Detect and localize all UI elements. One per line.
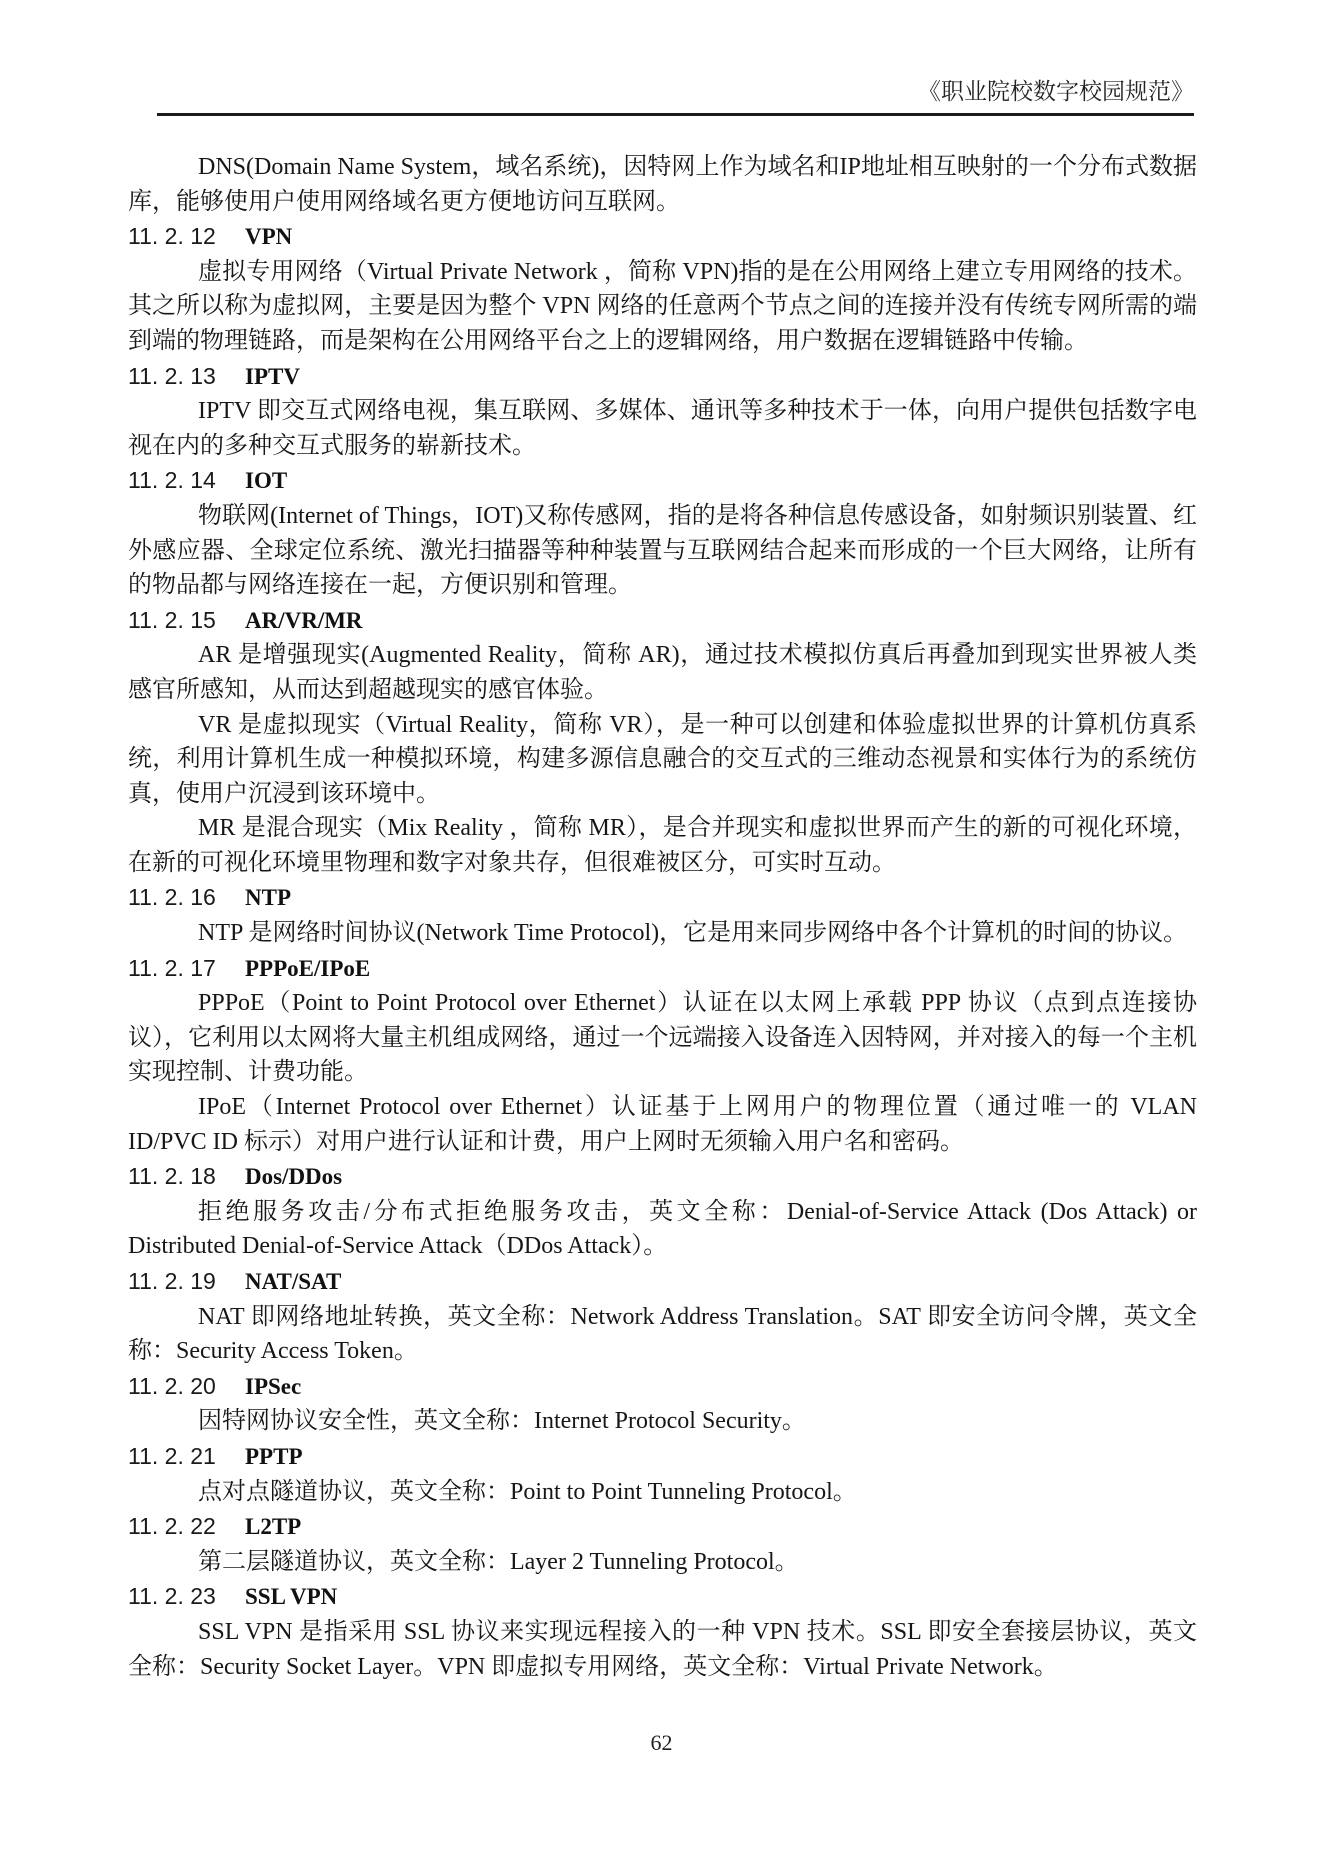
section-title: AR/VR/MR xyxy=(245,607,363,633)
section xyxy=(128,1509,1197,1579)
section xyxy=(128,219,1197,358)
section-number: 11. 2. 14 xyxy=(128,467,216,494)
paragraph: IPoE（Internet Protocol over Ethernet）认证基于上网用户的物理位置（通过唯一的 VLAN ID/PVC ID 标示）对用户进行认证和计费，用户上网时无须输入用户名和密码。 xyxy=(128,1094,1197,1155)
section xyxy=(128,951,1197,1160)
section-heading xyxy=(128,1159,1197,1195)
paragraph: 点对点隧道协议，英文全称：Point to Point Tunneling Protocol。 xyxy=(198,1478,857,1505)
section-title: SSL VPN xyxy=(245,1584,338,1610)
section xyxy=(128,1369,1197,1439)
section-title: PPPoE/IPoE xyxy=(245,955,371,981)
document-body xyxy=(128,150,1197,1684)
section-heading xyxy=(128,880,1197,916)
page-footer xyxy=(0,1730,1323,1756)
section-number: 11. 2. 20 xyxy=(128,1372,216,1399)
section-number: 11. 2. 19 xyxy=(128,1268,216,1294)
paragraph: DNS(Domain Name System，域名系统)，因特网上作为域名和IP地址相互映射的一个分布式数据库，能够使用户使用网络域名更方便地访问互联网。 xyxy=(128,154,1197,215)
section xyxy=(128,1579,1197,1684)
section-number: 11. 2. 17 xyxy=(128,954,216,981)
section xyxy=(128,603,1197,881)
section-heading xyxy=(128,463,1197,499)
section-heading xyxy=(128,1439,1197,1475)
section xyxy=(128,463,1197,602)
section-title: IOT xyxy=(245,468,288,494)
section-heading xyxy=(128,1509,1197,1545)
section xyxy=(128,1159,1197,1264)
page-header xyxy=(157,76,1194,116)
paragraph: IPTV 即交互式网络电视，集互联网、多媒体、通讯等多种技术于一体，向用户提供包括数字电视在内的多种交互式服务的崭新技术。 xyxy=(128,398,1197,459)
section-title: L2TP xyxy=(245,1514,302,1540)
paragraph: PPPoE（Point to Point Protocol over Ethernet）认证在以太网上承载 PPP 协议（点到点连接协议），它利用以太网将大量主机组成网络，通过一个远端接入设备连入因特网，并对接入的每一个主机实现控制、计费功能。 xyxy=(128,990,1197,1086)
paragraph: NAT 即网络地址转换，英文全称：Network Address Translation。SAT 即安全访问令牌，英文全称：Security Access Token。 xyxy=(128,1303,1197,1365)
paragraph: 虚拟专用网络（Virtual Private Network ，简称 VPN)指的是在公用网络上建立专用网络的技术。其之所以称为虚拟网，主要是因为整个 VPN 网络的任意两个节点之间的连接并没有传统专网所需的端到端的物理链路，而是架构在公用网络平台之上的逻辑网络，用户数据在逻辑链路中传输。 xyxy=(128,258,1197,354)
section xyxy=(128,359,1197,464)
section-number: 11. 2. 18 xyxy=(128,1163,216,1190)
paragraph: AR 是增强现实(Augmented Reality，简称 AR)，通过技术模拟仿真后再叠加到现实世界被人类感官所感知，从而达到超越现实的感官体验。 xyxy=(128,642,1197,703)
paragraph: 因特网协议安全性，英文全称：Internet Protocol Security。 xyxy=(198,1408,806,1435)
section-title: Dos/DDos xyxy=(245,1164,343,1190)
section-heading xyxy=(128,359,1197,395)
paragraph: NTP 是网络时间协议(Network Time Protocol)，它是用来同步网络中各个计算机的时间的协议。 xyxy=(198,920,1188,947)
section-number: 11. 2. 16 xyxy=(128,884,216,911)
paragraph: 物联网(Internet of Things，IOT)又称传感网，指的是将各种信息传感设备，如射频识别装置、红外感应器、全球定位系统、激光扫描器等种种装置与互联网结合起来而形成的一个巨大网络，让所有的物品都与网络连接在一起，方便识别和管理。 xyxy=(128,502,1197,599)
header-title: 《职业院校数字校园规范》 xyxy=(918,79,1194,104)
section-title: IPTV xyxy=(245,363,300,389)
section-title: NAT/SAT xyxy=(245,1269,342,1294)
section-title: PPTP xyxy=(245,1443,303,1469)
section-heading xyxy=(128,1369,1197,1405)
section-title: NTP xyxy=(245,885,291,911)
section-title: IPSec xyxy=(245,1373,302,1399)
section-number: 11. 2. 15 xyxy=(128,606,216,633)
section xyxy=(128,1439,1197,1509)
section-heading xyxy=(128,603,1197,639)
section-number: 11. 2. 21 xyxy=(128,1442,216,1469)
paragraph: 第二层隧道协议，英文全称：Layer 2 Tunneling Protocol。 xyxy=(198,1548,799,1575)
section xyxy=(128,880,1197,950)
section-number: 11. 2. 13 xyxy=(128,362,216,389)
paragraph: SSL VPN 是指采用 SSL 协议来实现远程接入的一种 VPN 技术。SSL 即安全套接层协议，英文全称：Security Socket Layer。VPN 即虚拟专用网络，英文全称：Virtual Private Network。 xyxy=(128,1618,1197,1680)
section-heading xyxy=(128,951,1197,987)
section-heading xyxy=(128,1579,1197,1615)
paragraph: VR 是虚拟现实（Virtual Reality，简称 VR），是一种可以创建和体验虚拟世界的计算机仿真系统，利用计算机生成一种模拟环境，构建多源信息融合的交互式的三维动态视景和实体行为的系统仿真，使用户沉浸到该环境中。 xyxy=(128,711,1197,807)
section-number: 11. 2. 22 xyxy=(128,1513,216,1540)
section-title: VPN xyxy=(245,224,293,250)
paragraph: 拒绝服务攻击/分布式拒绝服务攻击，英文全称：Denial-of-Service Attack (Dos Attack) or Distributed Denial-of-Service Attack（DDos Attack）。 xyxy=(128,1198,1197,1260)
section-heading xyxy=(128,1264,1197,1300)
section xyxy=(128,1264,1197,1369)
paragraph: MR 是混合现实（Mix Reality ，简称 MR），是合并现实和虚拟世界而产生的新的可视化环境，在新的可视化环境里物理和数字对象共存，但很难被区分，可实时互动。 xyxy=(128,815,1197,876)
section-number: 11. 2. 12 xyxy=(128,223,216,250)
section-heading xyxy=(128,219,1197,255)
section-number: 11. 2. 23 xyxy=(128,1583,216,1610)
page-number: 62 xyxy=(650,1730,673,1755)
